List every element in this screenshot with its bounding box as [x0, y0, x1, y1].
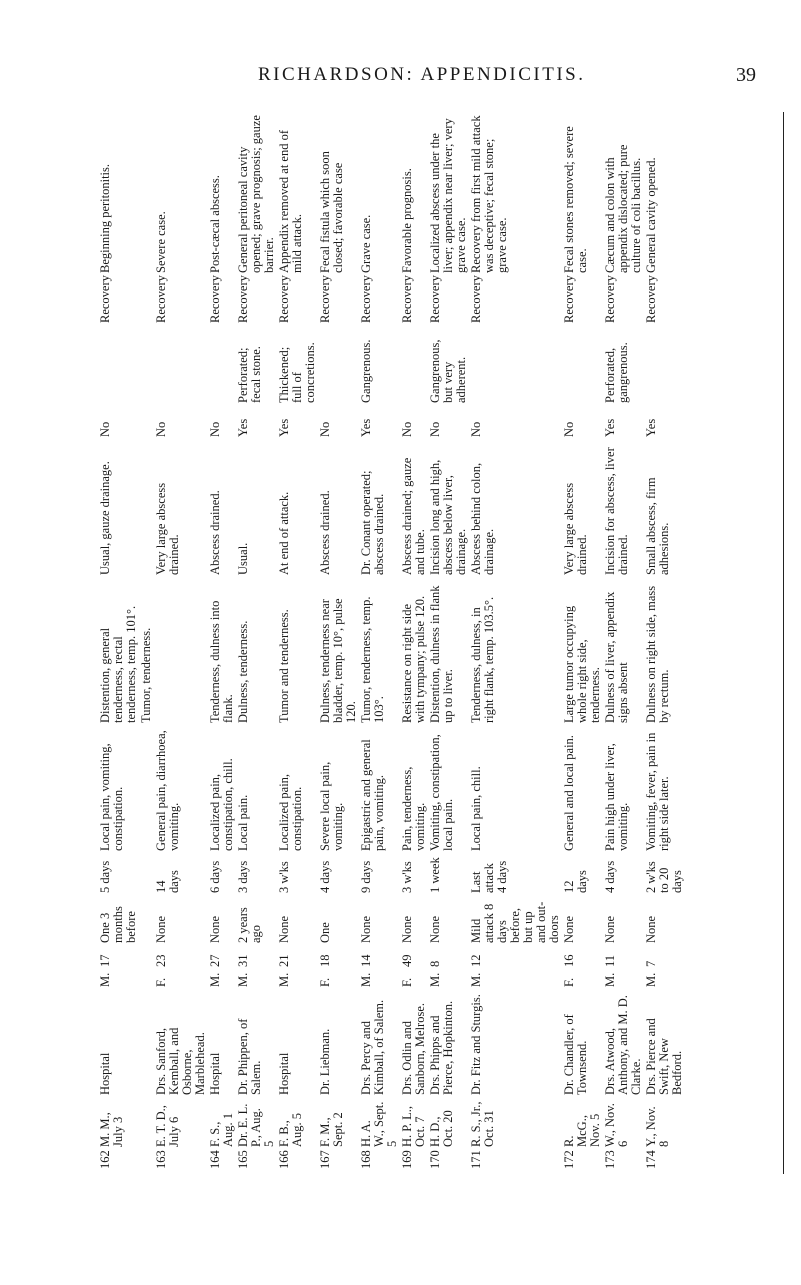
operation: Very large abscess drained.	[154, 482, 181, 575]
reporter: Hospital	[98, 1052, 112, 1095]
sex: M.	[603, 972, 617, 987]
duration: 1 week	[428, 857, 442, 893]
symptoms: Localized pain, constipation.	[277, 773, 304, 851]
result: Recovery	[359, 275, 373, 323]
previous-attacks: None	[277, 915, 291, 943]
operation: At end of attack.	[277, 491, 291, 575]
appendix-condition	[208, 326, 236, 406]
case-number: 163	[154, 1150, 168, 1169]
previous-attacks: None	[154, 915, 168, 943]
table-row	[139, 112, 154, 1172]
symptoms: Severe local pain, vomiting.	[318, 761, 345, 851]
duration: 4 days	[603, 860, 617, 893]
case-table	[98, 112, 685, 1172]
case-rows	[98, 112, 685, 1172]
appendix-removed: Yes	[644, 418, 658, 437]
reporter: Dr. Chandler, of Townsend.	[562, 1014, 589, 1095]
patient-date: F. B., Aug. 5	[277, 1112, 304, 1147]
previous-attacks	[139, 896, 154, 946]
local-signs: Tenderness, dulness, in right flank, temp. 103.5°.	[469, 596, 496, 723]
table-row	[644, 112, 685, 1172]
sex: F.	[400, 977, 414, 987]
symptoms: Epigastric and general pain, vomiting.	[359, 739, 386, 851]
patient-date: W., Nov. 6	[603, 1103, 630, 1147]
page-header	[0, 64, 801, 94]
patient-date: Y., Nov. 8	[644, 1106, 671, 1147]
appendix-condition	[154, 326, 208, 406]
age: 17	[98, 954, 112, 967]
sex: M.	[236, 972, 250, 987]
local-signs: Tenderness, dulness into flank.	[208, 600, 235, 723]
duration: 3 days	[236, 860, 250, 893]
age: 27	[208, 954, 222, 967]
local-signs: Tumor, tenderness.	[139, 627, 153, 723]
patient-date: R. McG., Nov. 5	[562, 1113, 602, 1147]
remarks: Fecal fistula which soon closed; favorable case	[318, 151, 345, 273]
symptoms: Vomiting, fever, pain in right side later.	[644, 732, 671, 851]
operation: Dr. Conant operated; abscess drained.	[359, 470, 386, 575]
reporter: Drs. Sanford, Kemball, and Osborne, Marblehead.	[154, 1027, 207, 1095]
result: Recovery	[98, 275, 112, 323]
duration: 14 days	[154, 870, 181, 893]
patient-date: H. P. L., Oct. 7	[400, 1106, 427, 1147]
remarks: General peritoneal cavity opened; grave prognosis; gauze barrier.	[236, 115, 276, 273]
reporter: Drs. Phipps and Pierce, Hopkinton.	[428, 1000, 455, 1095]
operation: Abscess drained.	[318, 490, 332, 575]
reporter: Drs. Percy and Kimball, of Salem.	[359, 999, 386, 1095]
remarks: Fecal stones removed; severe case.	[562, 126, 589, 273]
age: 31	[236, 954, 250, 967]
reporter: Dr. Fitz and Sturgis.	[469, 994, 483, 1095]
symptoms: Localized pain, constipation, chill.	[208, 758, 235, 851]
case-number	[139, 1150, 154, 1172]
sex: F.	[318, 977, 332, 987]
case-table-rotated	[98, 112, 796, 1172]
remarks: General cavity opened.	[644, 157, 658, 273]
table-row	[469, 112, 562, 1172]
local-signs: Large tumor occupying whole right side, tenderness.	[562, 605, 602, 723]
case-number: 170	[428, 1150, 442, 1169]
sex: M.	[208, 972, 222, 987]
patient-date: F. S., Aug. 1	[208, 1112, 235, 1147]
sex: F.	[154, 977, 168, 987]
duration: 3 w'ks	[277, 861, 291, 893]
symptoms: General pain, diarrhoea, vomiting.	[154, 730, 181, 851]
table-row	[208, 112, 236, 1172]
table-row	[428, 112, 469, 1172]
symptoms	[139, 726, 154, 854]
sex: M.	[644, 972, 658, 987]
remarks: Recovery from first mild attack was deceptive; fecal stone; grave case.	[469, 115, 509, 273]
reporter: Drs. Pierce and Swift, New Bedford.	[644, 1018, 684, 1095]
duration: 2 w'ks to 20 days	[644, 861, 684, 893]
appendix-condition: Perforated; fecal stone.	[236, 346, 263, 403]
patient-date: M. M., July 3	[98, 1112, 125, 1147]
appendix-removed: No	[400, 421, 414, 437]
previous-attacks: None	[644, 915, 658, 943]
appendix-removed: Yes	[236, 418, 250, 437]
running-head: RICHARDSON: APPENDICITIS.	[258, 64, 586, 85]
local-signs: Distention, dulness in flank up to liver.	[428, 585, 455, 723]
reporter: Drs. Atwood, Anthony, and M. D. Clarke.	[603, 995, 643, 1095]
remarks: Localized abscess under the liver; appendix near liver; very grave case.	[428, 118, 468, 273]
duration: 9 days	[359, 860, 373, 893]
age: 7	[644, 960, 658, 967]
reporter: Dr. Liebman.	[318, 1028, 332, 1095]
result: Recovery	[277, 275, 291, 323]
local-signs: Tumor and tenderness.	[277, 609, 291, 723]
sex: M.	[428, 972, 442, 987]
operation: Small abscess, firm adhesions.	[644, 477, 671, 575]
previous-attacks: None	[359, 915, 373, 943]
appendix-removed: No	[562, 421, 576, 437]
sex: M.	[469, 972, 483, 987]
duration: 3 w'ks	[400, 861, 414, 893]
appendix-removed: Yes	[277, 418, 291, 437]
table-row	[603, 112, 644, 1172]
local-signs: Resistance on right side with tympany; pulse 120.	[400, 595, 427, 723]
result: Recovery	[562, 275, 576, 323]
operation: Incision for abscess, liver drained.	[603, 447, 630, 575]
table-row	[236, 112, 277, 1172]
symptoms: General and local pain.	[562, 735, 576, 851]
result: Recovery	[400, 275, 414, 323]
sex: F.	[562, 977, 576, 987]
symptoms: Local pain, chill.	[469, 766, 483, 851]
table-row	[98, 112, 139, 1172]
operation	[139, 440, 154, 578]
remarks: Grave case.	[359, 214, 373, 273]
patient-date: F. M., Sept. 2	[318, 1112, 345, 1147]
patient-date: R. S., Jr., Oct. 31	[469, 1101, 496, 1147]
remarks: Severe case.	[154, 211, 168, 273]
reporter: Hospital	[277, 1052, 291, 1095]
local-signs: Dulness of liver, appendix signs absent	[603, 591, 630, 723]
case-number: 162	[98, 1150, 112, 1169]
sex: M.	[277, 972, 291, 987]
case-number: 171	[469, 1150, 483, 1169]
case-number: 174	[644, 1150, 658, 1169]
symptoms: Vomiting, constipation, local pain.	[428, 734, 455, 851]
patient-date: E. T. D., July 6	[154, 1105, 181, 1147]
operation: Very large abscess drained.	[562, 482, 589, 575]
local-signs: Dulness, tenderness.	[236, 620, 250, 723]
remarks: Appendix removed at end of mild attack.	[277, 129, 304, 273]
symptoms: Pain high under liver, vomiting.	[603, 743, 630, 851]
appendix-condition: Perforated, gangrenous.	[603, 342, 630, 403]
local-signs	[154, 578, 208, 726]
previous-attacks: 2 years ago	[236, 907, 263, 943]
appendix-removed: No	[318, 421, 332, 437]
operation: Abscess drained.	[208, 490, 222, 575]
symptoms: Local pain.	[236, 794, 250, 851]
previous-attacks: None	[428, 915, 442, 943]
appendix-condition	[318, 326, 359, 406]
age: 16	[562, 954, 576, 967]
previous-attacks: None	[603, 915, 617, 943]
reporter: Hospital	[208, 1052, 222, 1095]
age: 11	[603, 954, 617, 967]
local-signs: Dulness on right side, mass by rectum.	[644, 585, 671, 723]
result	[139, 276, 154, 326]
remarks	[139, 112, 154, 276]
operation: Incision long and high, abscess below liver, drainage.	[428, 459, 468, 575]
remarks: Favorable prognosis.	[400, 168, 414, 273]
table-row	[359, 112, 400, 1172]
case-number: 169	[400, 1150, 414, 1169]
reporter: Drs. Odlin and Sanborn, Melrose.	[400, 1003, 427, 1095]
case-number: 173	[603, 1150, 617, 1169]
age: 23	[154, 954, 168, 967]
appendix-removed: No	[154, 421, 168, 437]
table-row	[400, 112, 428, 1172]
appendix-removed: Yes	[359, 418, 373, 437]
operation: Usual, gauze drainage.	[98, 461, 112, 575]
appendix-condition	[98, 326, 139, 406]
page-number: 39	[736, 64, 756, 86]
result: Recovery	[469, 275, 483, 323]
appendix-removed: No	[208, 421, 222, 437]
duration	[139, 854, 154, 896]
table-row	[277, 112, 318, 1172]
appendix-condition	[400, 326, 428, 406]
age: 21	[277, 954, 291, 967]
reporter: Dr. Phippen, of Salem.	[236, 1018, 263, 1095]
operation: Usual.	[236, 542, 250, 575]
operation: Abscess drained; gauze and tube.	[400, 457, 427, 575]
case-number: 167	[318, 1150, 332, 1169]
appendix-removed: No	[469, 421, 483, 437]
case-number: 166	[277, 1150, 291, 1169]
case-number: 172	[562, 1150, 576, 1169]
sex: M.	[98, 972, 112, 987]
appendix-removed	[139, 406, 154, 440]
previous-attacks: None	[562, 915, 576, 943]
table-row	[562, 112, 603, 1172]
reporter	[139, 990, 154, 1098]
appendix-condition: Gangrenous, but very adherent.	[428, 339, 468, 403]
duration: 6 days	[208, 860, 222, 893]
symptoms: Local pain, vomiting, constipation.	[98, 743, 125, 851]
appendix-condition: Thickened; full of concretions.	[277, 342, 317, 403]
remarks: Cæcum and colon with appendix dislocated; pure culture of coli bacillus.	[603, 144, 643, 273]
patient-date: H. A. W., Sept. 5	[359, 1101, 399, 1147]
case-number: 164	[208, 1150, 222, 1169]
patient-date: H. D., Oct. 20	[428, 1110, 455, 1147]
age: 49	[400, 954, 414, 967]
case-number: 165	[236, 1150, 250, 1169]
appendix-condition	[644, 326, 685, 406]
local-signs: Tumor, tenderness, temp. 103°.	[359, 596, 386, 723]
duration: Last attack 4 days	[469, 860, 509, 893]
remarks: Beginning peritonitis.	[98, 163, 112, 273]
age: 8	[428, 960, 442, 967]
remarks: Post-cæcal abscess.	[208, 175, 222, 273]
previous-attacks: None	[208, 915, 222, 943]
appendix-condition	[562, 326, 603, 406]
result: Recovery	[154, 275, 168, 323]
symptoms: Pain, tenderness, vomiting.	[400, 766, 427, 851]
local-signs: Dulness, tenderness near bladder, temp. 10°, pulse 120.	[318, 598, 358, 723]
result: Recovery	[603, 275, 617, 323]
age: 12	[469, 954, 483, 967]
sex: M.	[359, 972, 373, 987]
result: Recovery	[428, 275, 442, 323]
previous-attacks: None	[400, 915, 414, 943]
appendix-removed: No	[428, 421, 442, 437]
age	[139, 946, 154, 970]
result: Recovery	[644, 275, 658, 323]
previous-attacks: Mild attack 8 days before, but up and out-doors	[469, 901, 561, 943]
appendix-condition: Gangrenous.	[359, 339, 373, 403]
local-signs: Distention, general tenderness, rectal tenderness, temp. 101°.	[98, 605, 138, 723]
result: Recovery	[236, 275, 250, 323]
patient-date	[139, 1098, 154, 1150]
sex	[139, 970, 154, 990]
age: 18	[318, 954, 332, 967]
result: Recovery	[318, 275, 332, 323]
table-row	[318, 112, 359, 1172]
appendix-removed: Yes	[603, 418, 617, 437]
duration: 5 days	[98, 860, 112, 893]
operation: Abscess behind colon, drainage.	[469, 462, 496, 575]
table-row	[154, 112, 208, 1172]
age: 14	[359, 954, 373, 967]
patient-date: Dr. E. L. P., Aug. 5	[236, 1103, 276, 1147]
appendix-removed: No	[98, 421, 112, 437]
previous-attacks: One 3 months before	[98, 906, 138, 943]
previous-attacks: One	[318, 922, 332, 943]
duration: 12 days	[562, 870, 589, 893]
case-number: 168	[359, 1150, 373, 1169]
appendix-condition	[139, 326, 154, 406]
duration: 4 days	[318, 860, 332, 893]
result: Recovery	[208, 275, 222, 323]
appendix-condition	[469, 326, 562, 406]
